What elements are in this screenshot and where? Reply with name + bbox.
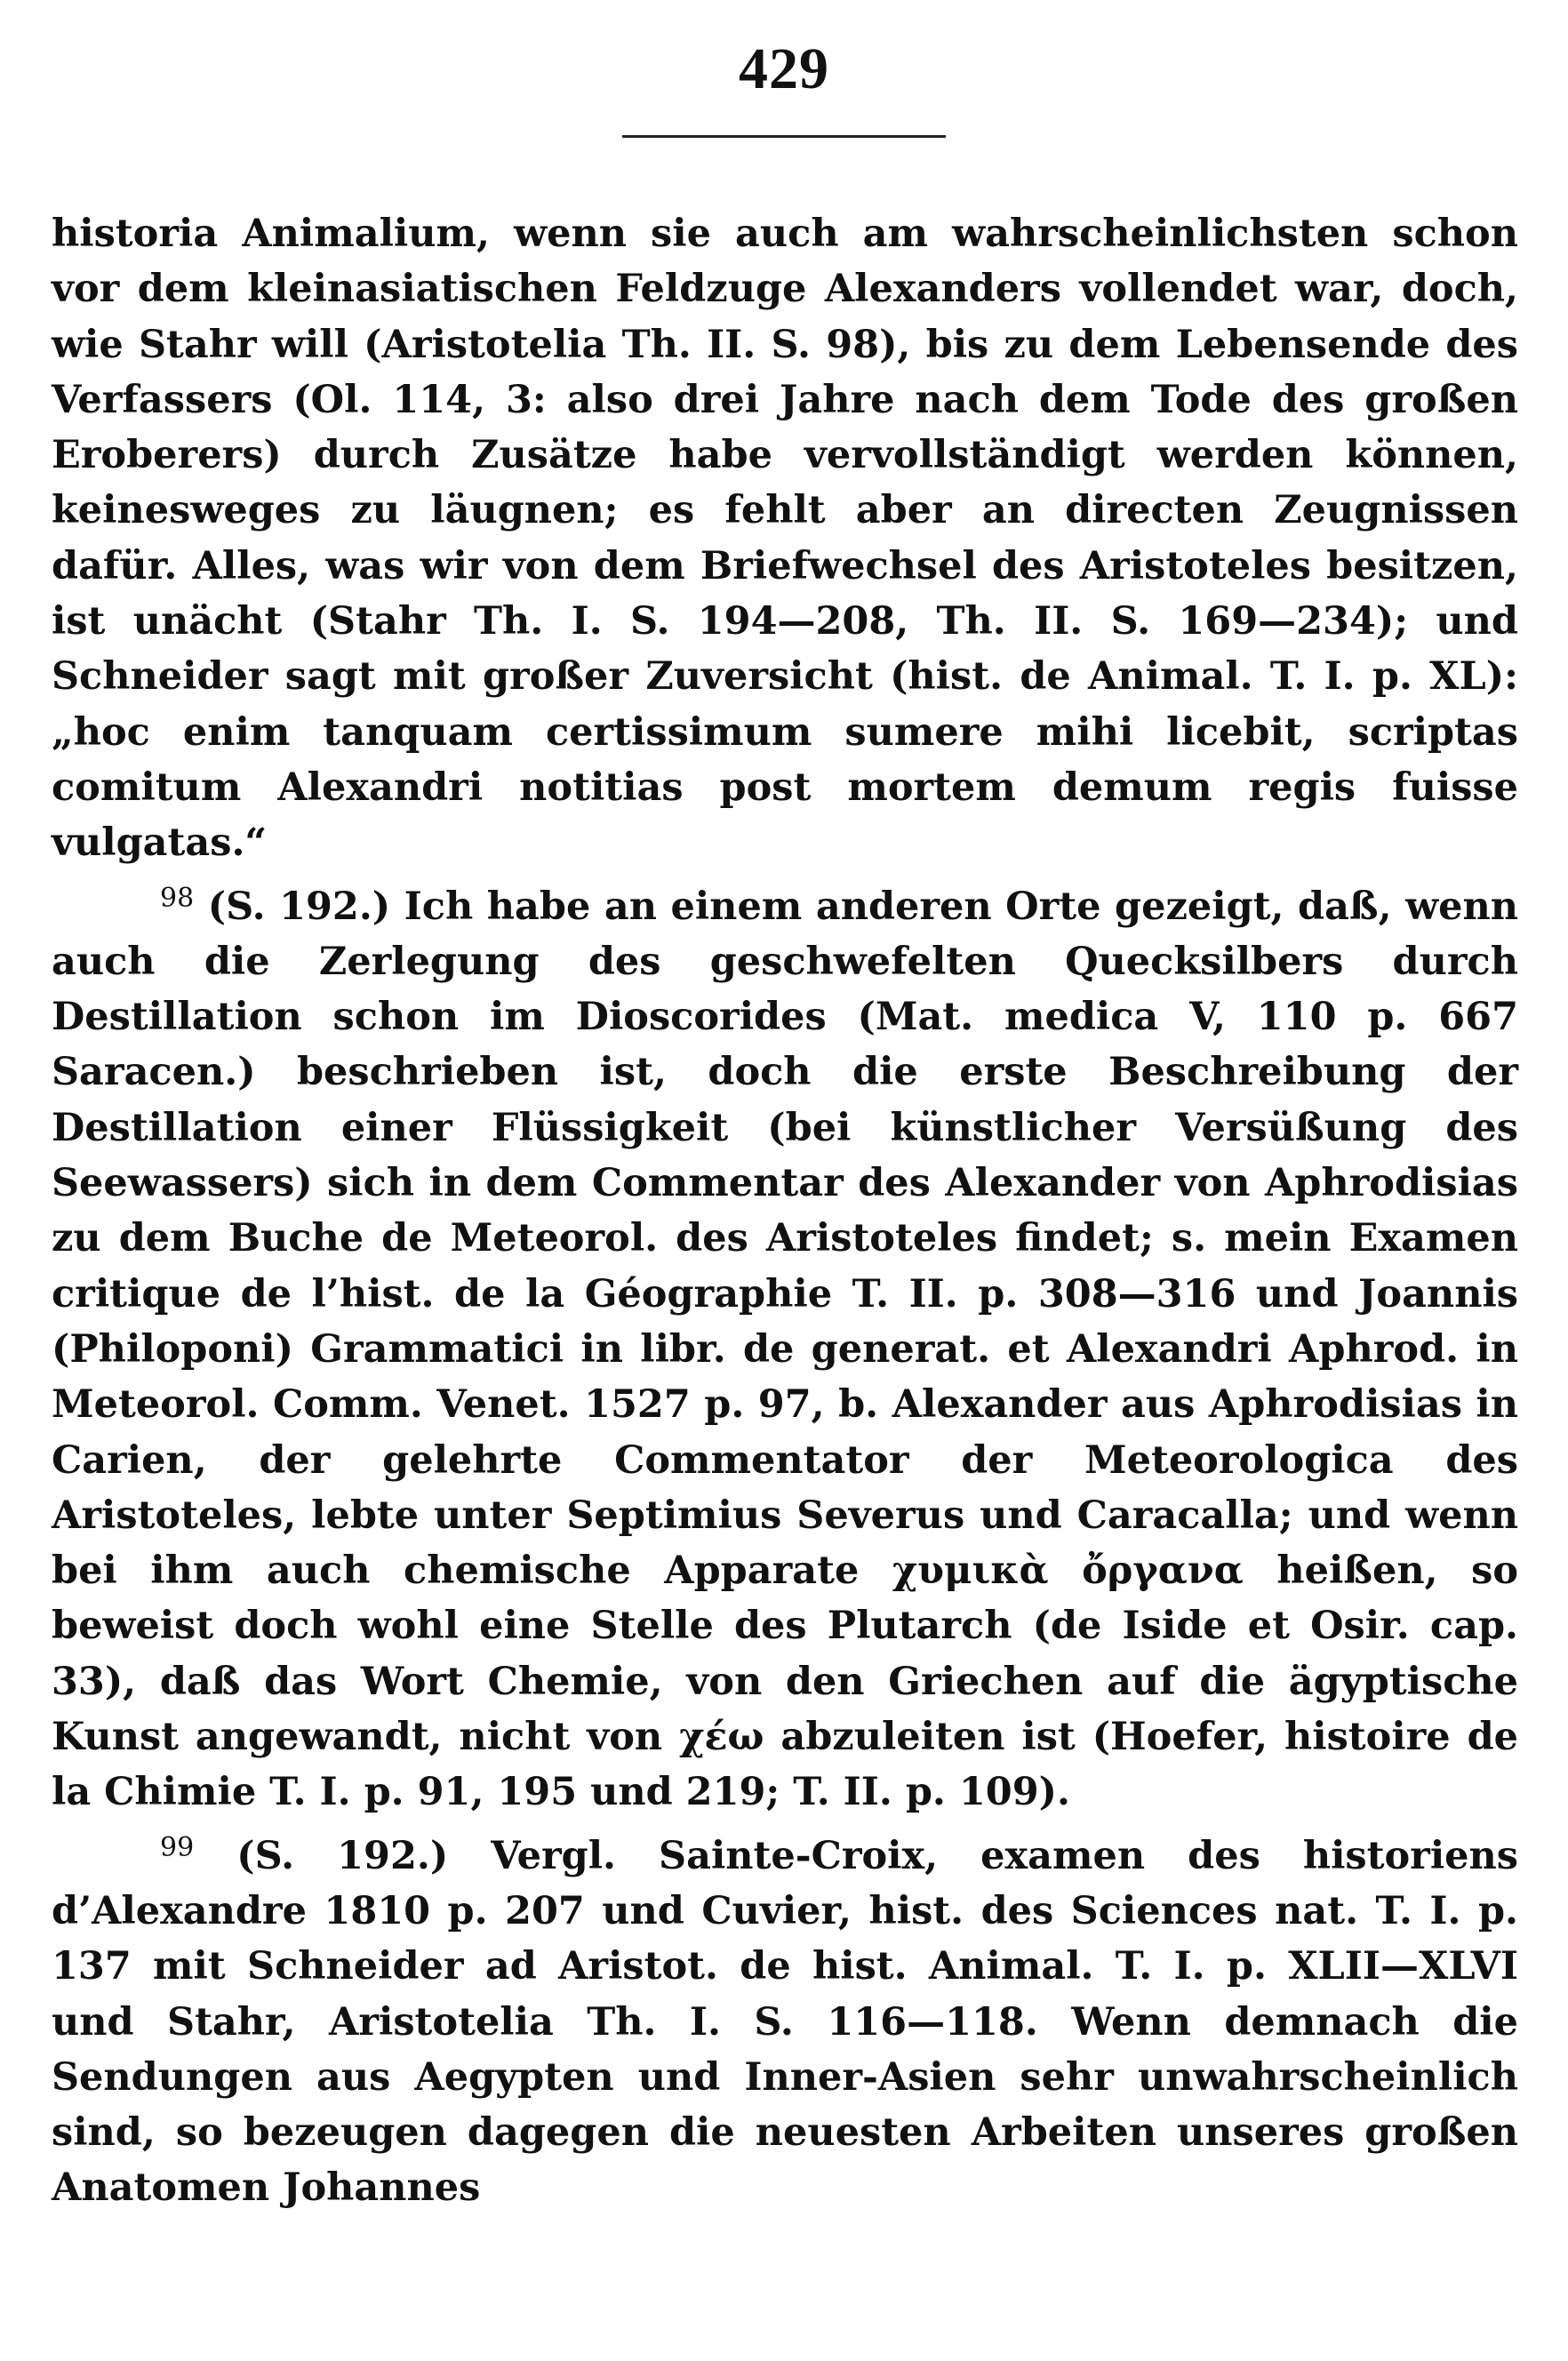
- footnote-number: 98: [160, 882, 195, 914]
- page-number: 429: [739, 36, 829, 101]
- header-rule: [622, 135, 946, 138]
- footnote-99: [52, 1821, 1518, 2216]
- footnote-text: (S. 192.) Ich habe an einem anderen Orte gezeigt, daß, wenn auch die Zerlegung des geschwefelten Quecksilbers durch Destillation schon im Dioscorides (Mat. medica V, 110 p. 667 Saracen.) beschrieben ist, doch die erste Beschreibung der Destillation einer Flüssigkeit (bei künstlicher Versüßung des Seewassers) sich in dem Commentar des Alexander von Aphrodisias zu dem Buche de Meteorol. des Aristoteles findet; s. mein Examen critique de l’hist. de la Géographie T. II. p. 308—316 und Joannis (Philoponi) Grammatici in libr. de generat. et Alexandri Aphrod. in Meteorol. Comm. Venet. 1527 p. 97, b. Alexander aus Aphrodisias in Carien, der gelehrte Commentator der Meteorologica des Aristoteles, lebte unter Septimius Severus und Caracalla; und wenn bei ihm auch chemische Apparate χυμικὰ ὄργανα heißen, so beweist doch wohl eine Stelle des Plutarch (de Iside et Osir. cap. 33), daß das Wort Chemie, von den Griechen auf die ägyptische Kunst angewandt, nicht von χέω abzuleiten ist (Hoefer, histoire de la Chimie T. I. p. 91, 195 und 219; T. II. p. 109).: [52, 884, 1518, 1815]
- footnote-text: (S. 192.) Vergl. Sainte-Croix, examen des historiens d’Alexandre 1810 p. 207 und Cuvier, hist. des Sciences nat. T. I. p. 137 mit Schneider ad Aristot. de hist. Animal. T. I. p. XLII—XLVI und Stahr, Aristotelia Th. I. S. 116—118. Wenn demnach die Sendungen aus Aegypten und Inner-Asien sehr unwahrscheinlich sind, so bezeugen dagegen die neuesten Arbeiten unseres großen Anatomen Johannes: [52, 1833, 1518, 2211]
- footnote-number: 99: [160, 1831, 195, 1863]
- paragraph-text: historia Animalium, wenn sie auch am wahrscheinlichsten schon vor dem kleinasiatischen Feldzuge Alexanders vollendet war, doch, wie Stahr will (Aristotelia Th. II. S. 98), bis zu dem Lebensende des Verfassers (Ol. 114, 3: also drei Jahre nach dem Tode des großen Eroberers) durch Zusätze habe vervollständigt werden können, keinesweges zu läugnen; es fehlt aber an directen Zeugnissen dafür. Alles, was wir von dem Briefwechsel des Aristoteles besitzen, ist unächt (Stahr Th. I. S. 194—208, Th. II. S. 169—234); und Schneider sagt mit großer Zuversicht (hist. de Animal. T. I. p. XL): „hoc enim tanquam certissimum sumere mihi licebit, scriptas comitum Alexandri notitias post mortem demum regis fuisse vulgatas.“: [52, 212, 1518, 866]
- paragraph-continuation: [52, 206, 1518, 871]
- body-text: [52, 206, 1518, 2216]
- footnote-98: [52, 871, 1518, 1821]
